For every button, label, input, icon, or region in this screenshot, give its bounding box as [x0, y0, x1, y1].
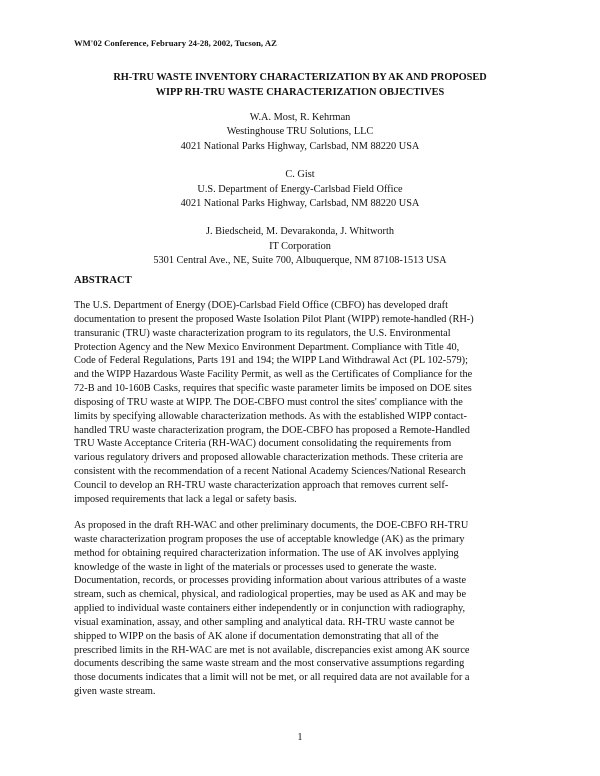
text-line: and the WIPP Hazardous Waste Facility Permit, as well as the Certificates of Compliance for the — [74, 369, 473, 381]
author-affiliations — [60, 111, 540, 283]
paper-title — [60, 70, 540, 100]
text-line: Documentation, records, or processes providing information about various attributes of a waste — [74, 575, 467, 587]
text-line: Council to develop an RH-TRU waste characterization approach that removes current self- — [74, 479, 449, 491]
author-address: 4021 National Parks Highway, Carlsbad, NM 88220 USA — [180, 198, 420, 210]
text-line: consistent with the recommendation of a recent National Academy Sciences/National Research — [74, 466, 466, 478]
text-line: disposing of TRU waste at WIPP. The DOE-CBFO must control the sites' compliance with the — [74, 396, 463, 408]
text-line: transuranic (TRU) waste characterization program to its regulators, the U.S. Environmental — [74, 327, 451, 339]
author-block-westinghouse — [60, 111, 540, 154]
text-line: Protection Agency and the New Mexico Environment Department. Compliance with Title 40, — [74, 341, 460, 353]
text-line: shipped to WIPP on the basis of AK alone if documentation demonstrating that all of the — [74, 630, 439, 642]
abstract-heading: ABSTRACT — [74, 275, 132, 286]
text-line: given waste stream. — [74, 686, 156, 698]
abstract-paragraph-1 — [74, 299, 530, 507]
text-line: Code of Federal Regulations, Parts 191 and 194; the WIPP Land Withdrawal Act (PL 102-579); — [74, 355, 468, 367]
text-line: 72-B and 10-160B Casks, requires that specific waste parameter limits be imposed on DOE sites — [74, 383, 472, 395]
text-line: stream, such as chemical, physical, and radiological properties, may be used as AK and may be — [74, 589, 467, 601]
text-line: limits by specifying allowable characterization methods. As with the established WIPP contact- — [74, 410, 467, 422]
author-organization: Westinghouse TRU Solutions, LLC — [226, 126, 374, 138]
text-line: prescribed limits in the RH-WAC are met is not available, discrepancies exist among AK source — [74, 644, 470, 656]
text-line: various regulatory drivers and proposed allowable characterization methods. These criteria are — [74, 452, 463, 464]
author-address: 5301 Central Ave., NE, Suite 700, Albuquerque, NM 87108-1513 USA — [153, 255, 447, 267]
author-organization: IT Corporation — [269, 240, 331, 252]
text-line: documents describing the same waste stream and the most conservative assumptions regarding — [74, 658, 465, 670]
author-address: 4021 National Parks Highway, Carlsbad, NM 88220 USA — [180, 140, 420, 152]
text-line: handled TRU waste characterization program, the DOE-CBFO has proposed a Remote-Handled — [74, 424, 470, 436]
author-block-doe — [60, 168, 540, 211]
author-names: C. Gist — [285, 169, 315, 181]
author-names: W.A. Most, R. Kehrman — [249, 112, 351, 123]
text-line: those documents indicates that a limit will not be met, or all required data are not available for a — [74, 672, 470, 684]
text-line: imposed requirements that lack a legal or safety basis. — [74, 493, 297, 505]
page-number: 1 — [297, 732, 303, 743]
text-line: knowledge of the waste in light of the materials or processes used to generate the waste. — [74, 561, 437, 573]
title-line-1: RH-TRU WASTE INVENTORY CHARACTERIZATION BY AK AND PROPOSED — [113, 72, 487, 83]
text-line: method for obtaining required characterization information. The use of AK involves applying — [74, 547, 459, 559]
author-block-it-corporation — [60, 225, 540, 268]
author-names: J. Biedscheid, M. Devarakonda, J. Whitworth — [206, 226, 394, 238]
text-line: documentation to present the proposed Waste Isolation Pilot Plant (WIPP) remote-handled (RH-) — [74, 313, 474, 325]
text-line: TRU Waste Acceptance Criteria (RH-WAC) document consolidating the requirements from — [74, 438, 452, 450]
abstract-paragraph-2 — [74, 519, 530, 699]
conference-header: WM'02 Conference, February 24-28, 2002, Tucson, AZ — [74, 38, 277, 48]
text-line: applied to individual waste containers either independently or in conjunction with radiography, — [74, 603, 466, 615]
text-line: waste characterization program proposes the use of acceptable knowledge (AK) as the primary — [74, 533, 465, 545]
author-organization: U.S. Department of Energy-Carlsbad Field Office — [197, 183, 403, 195]
text-line: As proposed in the draft RH-WAC and other preliminary documents, the DOE-CBFO RH-TRU — [74, 520, 469, 531]
text-line: visual examination, assay, and other sampling and analytical data. RH-TRU waste cannot be — [74, 616, 455, 628]
title-line-2: WIPP RH-TRU WASTE CHARACTERIZATION OBJECTIVES — [155, 87, 445, 98]
text-line: The U.S. Department of Energy (DOE)-Carlsbad Field Office (CBFO) has developed draft — [74, 300, 448, 311]
